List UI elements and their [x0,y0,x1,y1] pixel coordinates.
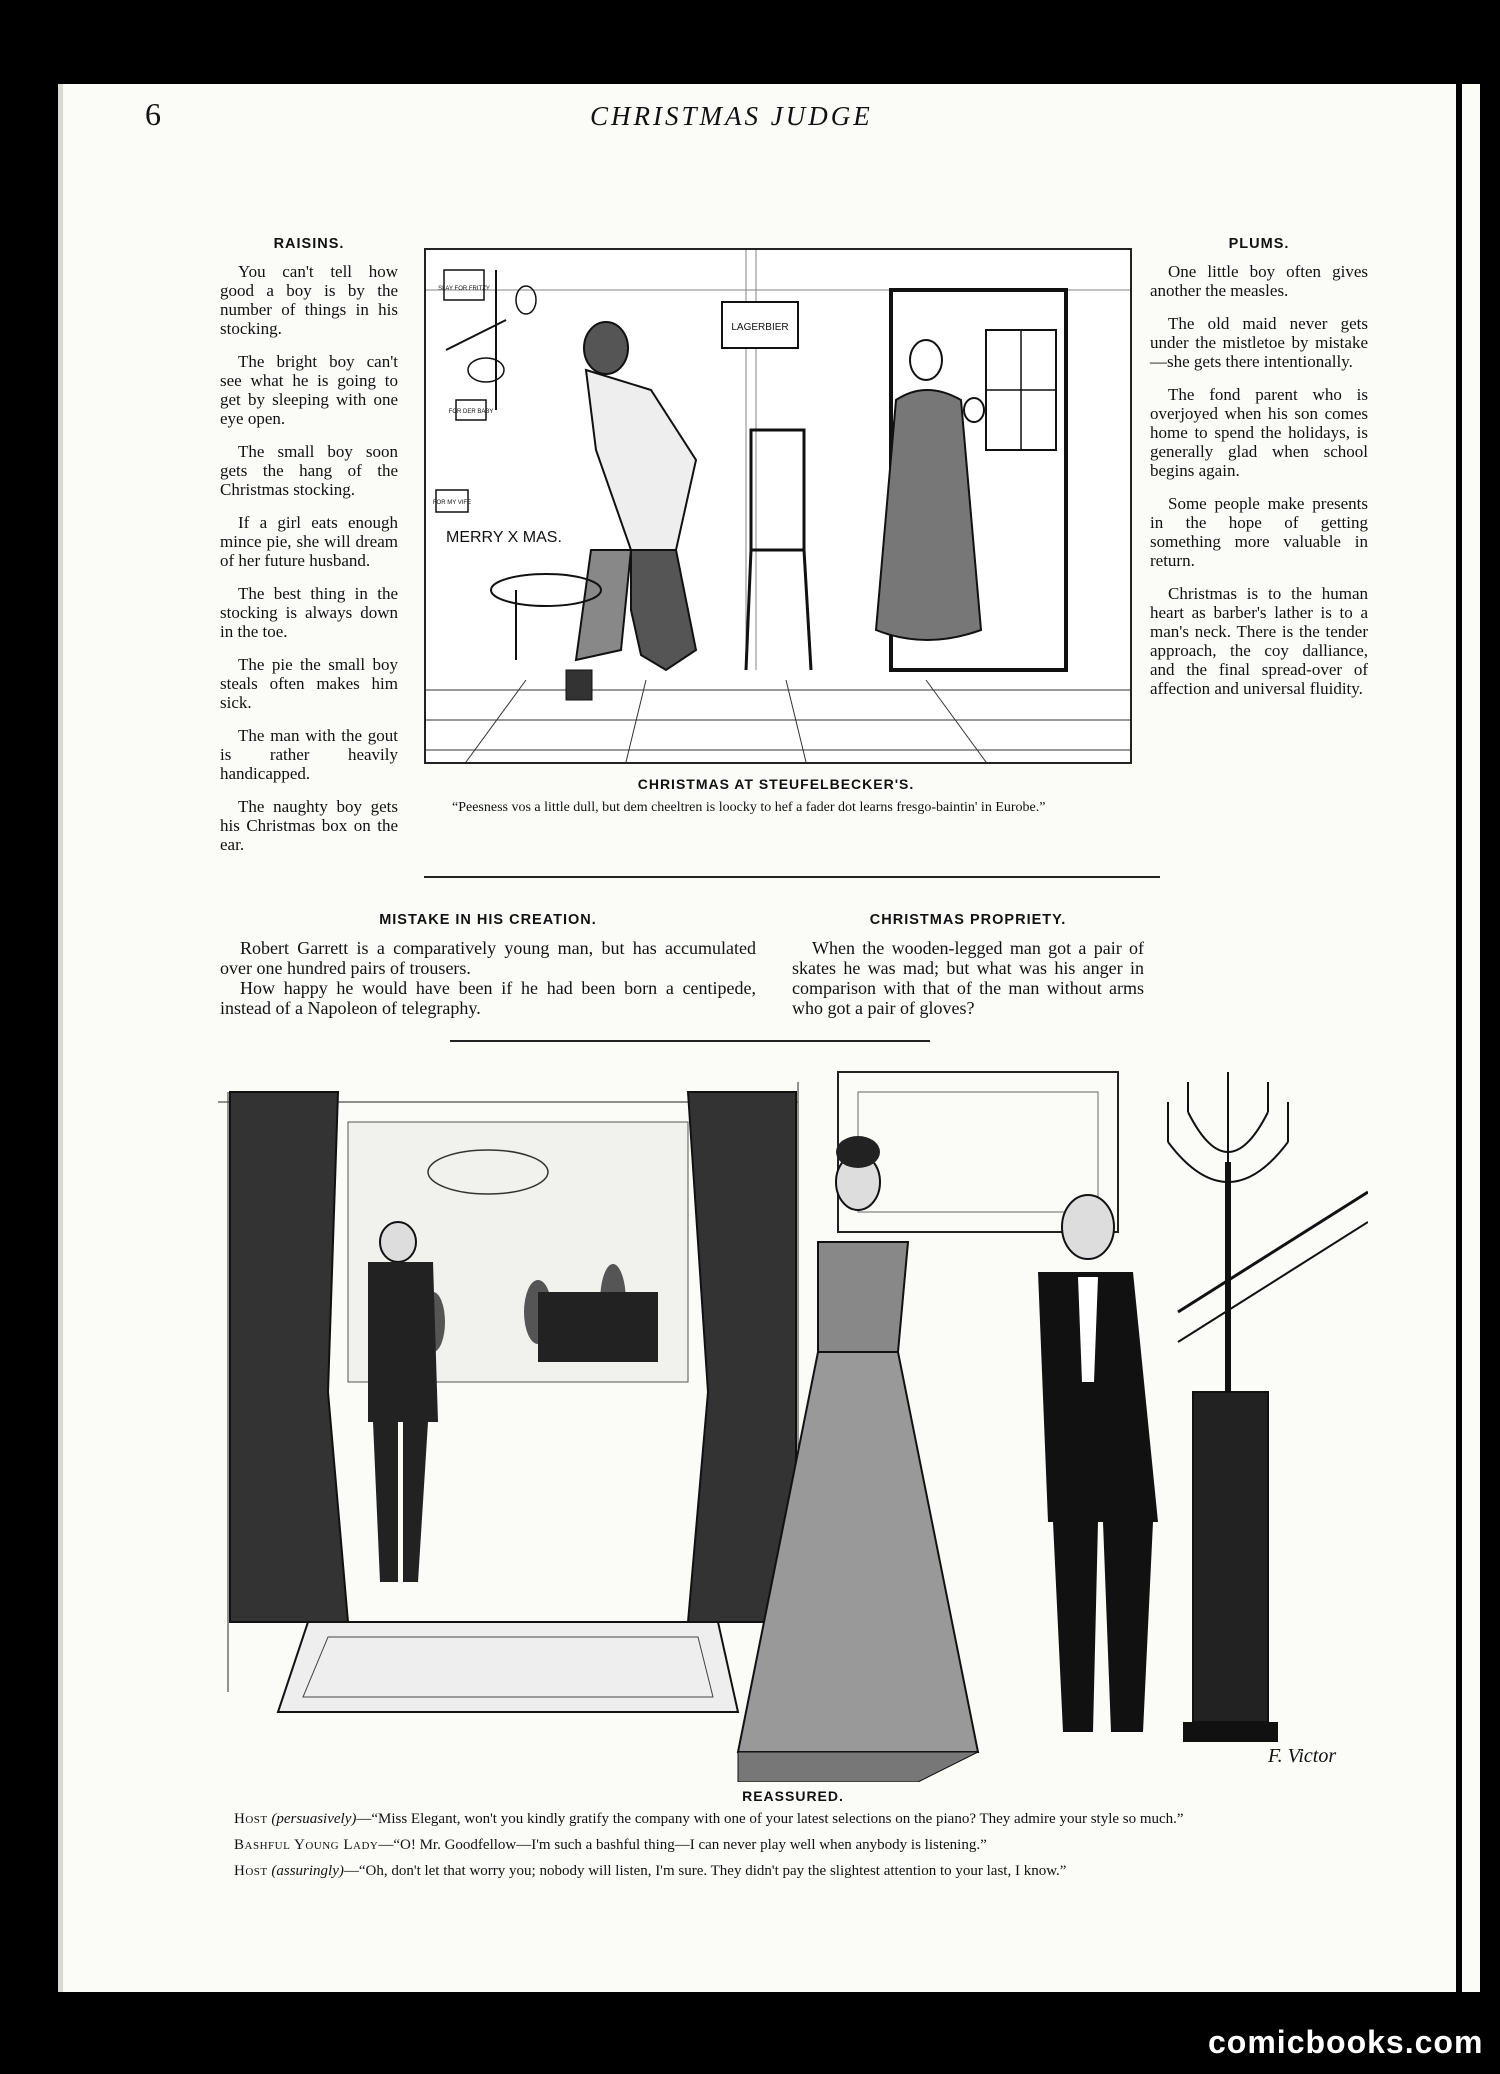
raisins-paragraph: If a girl eats enough mince pie, she will dream of her future husband. [220,513,398,570]
plums-paragraph: One little boy often gives another the measles. [1150,262,1368,300]
reassured-illustration [218,1062,1368,1782]
raisins-paragraph: The man with the gout is rather heavily handicapped. [220,726,398,783]
dialogue-line [234,1810,1350,1828]
dialogue-line [234,1862,1350,1880]
dialogue-direction: (assuringly) [271,1863,344,1879]
plums-paragraph: Christmas is to the human heart as barber's lather is to a man's neck. There is the tender approach, the coy dalliance, and the final spread-over of affection and universal fluidity. [1150,584,1368,698]
mistake-paragraph: How happy he would have been if he had been born a centipede, instead of a Napoleon of telegraphy. [220,978,756,1018]
dialogue-speaker: Host [234,1863,268,1879]
raisins-paragraph: The best thing in the stocking is always down in the toe. [220,584,398,641]
running-head: CHRISTMAS JUDGE [590,101,873,131]
dialogue-text: —“O! Mr. Goodfellow—I'm such a bashful thing—I can never play well when anybody is listening.” [378,1837,987,1853]
plums-paragraph: The old maid never gets under the mistletoe by mistake—she gets there intentionally. [1150,314,1368,371]
artist-signature: F. Victor [1268,1745,1337,1767]
plums-paragraph: The fond parent who is overjoyed when his son comes home to spend the holidays, is generally glad when school begins again. [1150,385,1368,480]
section-divider [450,1040,930,1042]
mistake-paragraph: Robert Garrett is a comparatively young man, but has accumulated over one hundred pairs of trousers. [220,938,756,978]
cartoon1-caption-text: “Peesness vos a little dull, but dem cheeltren is loocky to hef a fader dot learns fresgo-baintin' in Eurobe.” [452,800,1046,815]
cartoon1-caption-title: CHRISTMAS AT STEUFELBECKER'S. [637,776,915,792]
merry-xmas-text: MERRY X MAS. [446,529,562,546]
raisins-column [220,235,398,868]
baby-sign: FOR DER BABY [448,409,494,415]
steufelbecker-illustration [424,248,1132,764]
dialogue-line [234,1836,1350,1854]
plums-title: PLUMS. [1228,236,1290,252]
slay-sign: SLAY FOR FRITZY [438,286,490,292]
plums-column [1150,235,1368,712]
cartoon2-caption-title: REASSURED. [742,1788,844,1804]
plums-paragraph: Some people make presents in the hope of getting something more valuable in return. [1150,494,1368,570]
reassured-dialogue [234,1810,1350,1888]
page-number: 6 [145,96,161,132]
mistake-title: MISTAKE IN HIS CREATION. [379,912,597,928]
section-divider [424,876,1160,878]
dialogue-speaker: Bashful Young Lady [234,1837,379,1853]
facing-page-edge [1462,84,1480,1992]
mistake-article [220,910,756,1018]
dialogue-speaker: Host [234,1811,268,1827]
raisins-title: RAISINS. [273,236,345,252]
raisins-paragraph: You can't tell how good a boy is by the number of things in his stocking. [220,262,398,338]
dialogue-text: —“Oh, don't let that worry you; nobody will listen, I'm sure. They didn't pay the slightest attention to your last, I know.” [343,1863,1067,1879]
propriety-article [792,910,1144,1018]
lagerbier-sign: LAGERBIER [731,322,789,333]
watermark: comicbooks.com [1208,2024,1484,2060]
reassured-drawing [218,1062,1368,1782]
raisins-paragraph: The bright boy can't see what he is going to get by sleeping with one eye open. [220,352,398,428]
raisins-paragraph: The pie the small boy steals often makes him sick. [220,655,398,712]
dialogue-direction: (persuasively) [271,1811,357,1827]
raisins-paragraph: The small boy soon gets the hang of the Christmas stocking. [220,442,398,499]
propriety-title: CHRISTMAS PROPRIETY. [869,912,1067,928]
dialogue-text: —“Miss Elegant, won't you kindly gratify the company with one of your latest selections on the piano? They admire your style so much.” [356,1811,1184,1827]
steufelbecker-drawing [426,250,1130,762]
vife-sign: FOR MY VIFE [432,500,472,506]
raisins-paragraph: The naughty boy gets his Christmas box on the ear. [220,797,398,854]
propriety-paragraph: When the wooden-legged man got a pair of skates he was mad; but what was his anger in comparison with that of the man without arms who got a pair of gloves? [792,938,1144,1018]
page-binding-edge [58,84,63,1992]
